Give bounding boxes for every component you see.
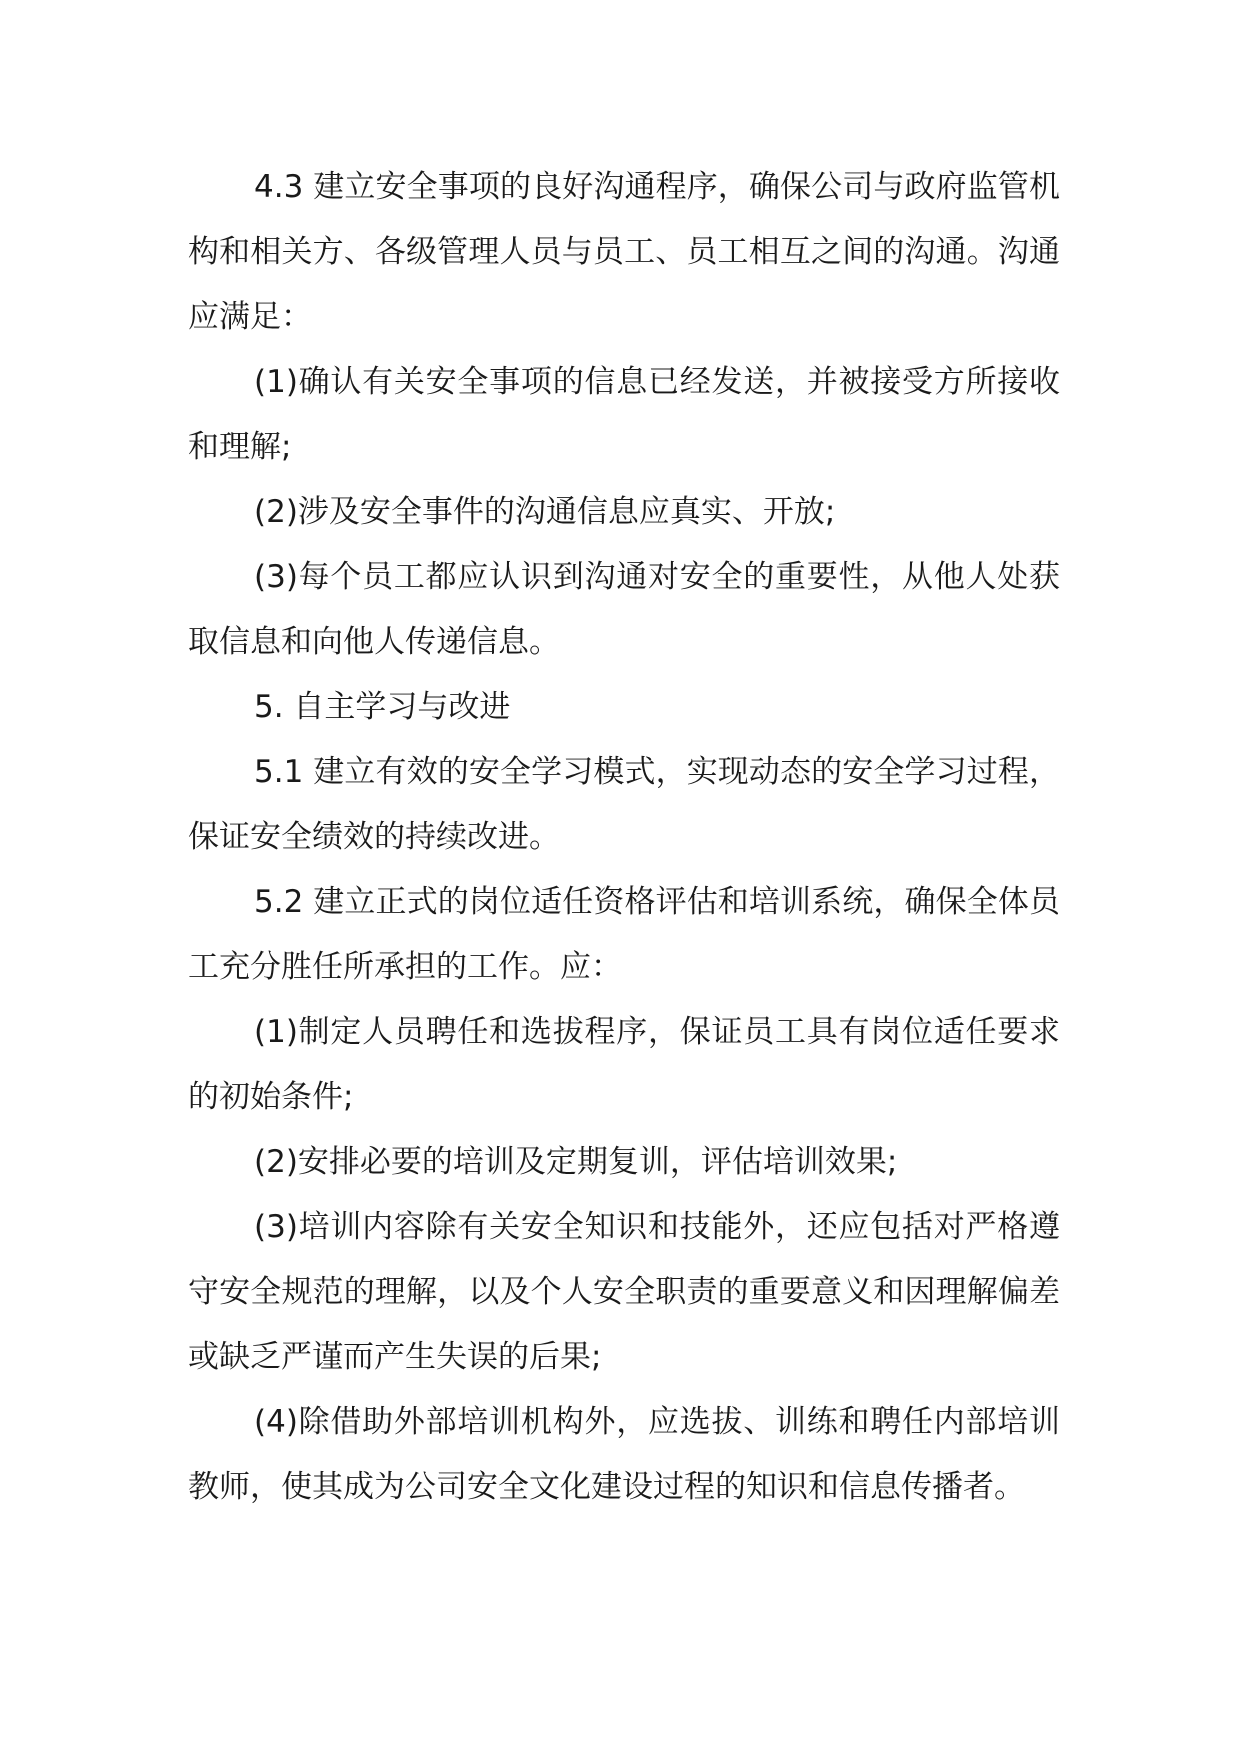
- paragraph-5-2-item-3: (3)培训内容除有关安全知识和技能外，还应包括对严格遵守安全规范的理解，以及个人安全职责的重要意义和因理解偏差或缺乏严谨而产生失误的后果;: [188, 1209, 1060, 1375]
- paragraph-4-3-item-1: (1)确认有关安全事项的信息已经发送，并被接受方所接收和理解;: [188, 364, 1060, 465]
- paragraph-5-2: 5.2 建立正式的岗位适任资格评估和培训系统，确保全体员工充分胜任所承担的工作。应：: [188, 884, 1060, 985]
- document-body: [188, 155, 1060, 1520]
- paragraph-4-3-item-3: (3)每个员工都应认识到沟通对安全的重要性，从他人处获取信息和向他人传递信息。: [188, 559, 1060, 660]
- paragraph-5-2-item-2: (2)安排必要的培训及定期复训，评估培训效果;: [254, 1144, 898, 1180]
- section-heading-5: 5. 自主学习与改进: [254, 689, 511, 725]
- paragraph-5-2-item-4: (4)除借助外部培训机构外，应选拔、训练和聘任内部培训教师，使其成为公司安全文化建设过程的知识和信息传播者。: [188, 1404, 1060, 1505]
- paragraph-4-3: 4.3 建立安全事项的良好沟通程序，确保公司与政府监管机构和相关方、各级管理人员与员工、员工相互之间的沟通。沟通应满足：: [188, 169, 1060, 335]
- paragraph-5-2-item-1: (1)制定人员聘任和选拔程序，保证员工具有岗位适任要求的初始条件;: [188, 1014, 1060, 1115]
- paragraph-5-1: 5.1 建立有效的安全学习模式，实现动态的安全学习过程，保证安全绩效的持续改进。: [188, 754, 1060, 855]
- paragraph-4-3-item-2: (2)涉及安全事件的沟通信息应真实、开放;: [254, 494, 836, 530]
